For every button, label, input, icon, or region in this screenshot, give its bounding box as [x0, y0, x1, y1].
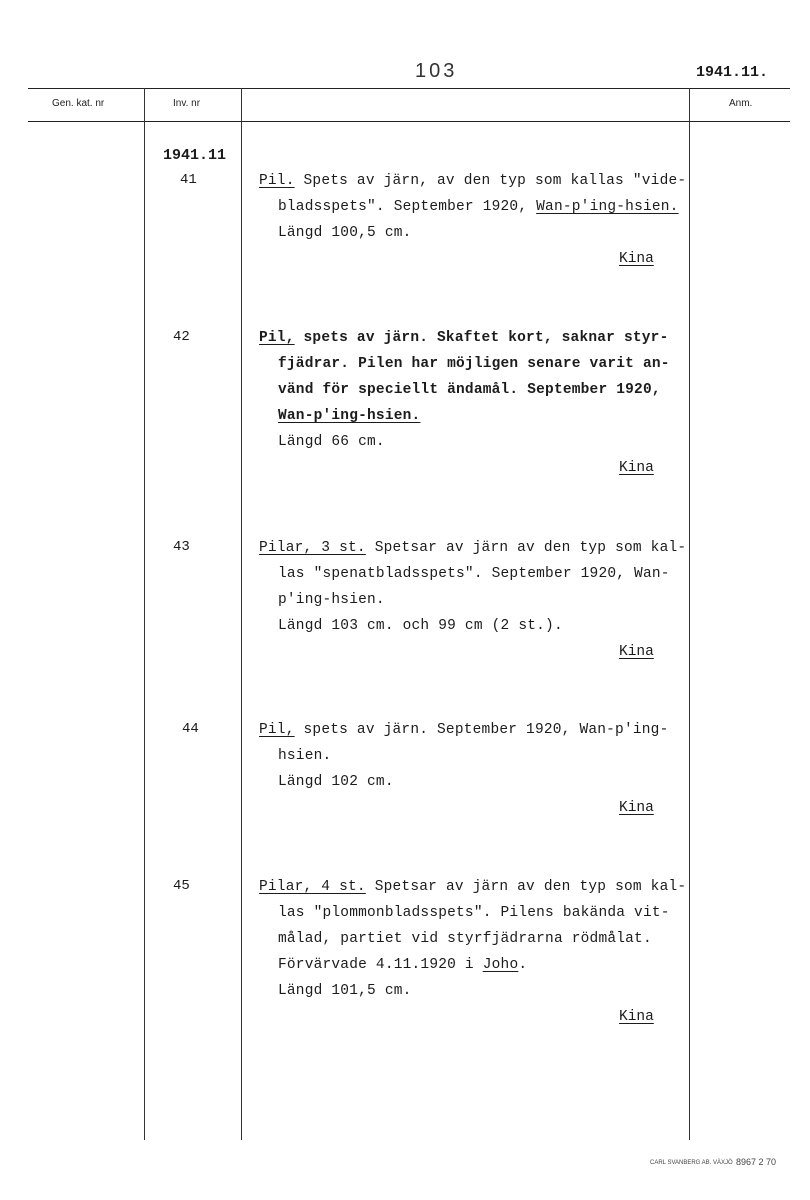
inventory-series: 1941.11	[163, 147, 227, 164]
form-code: 8967 2 70	[736, 1157, 777, 1167]
entry-line: målad, partiet vid styrfjädrarna rödmålat.	[278, 931, 652, 947]
column-header-anm: Anm.	[729, 98, 753, 109]
entry-line: Längd 101,5 cm.	[278, 983, 412, 999]
entry-line: Pilar, 4 st. Spetsar av järn av den typ som kal-	[259, 879, 687, 895]
place-label: Kina	[619, 460, 654, 476]
entry-line: hsien.	[278, 748, 332, 764]
column-header-inv-nr: Inv. nr	[173, 98, 201, 109]
place-label: Kina	[619, 800, 654, 816]
place-label: Kina	[619, 1009, 654, 1025]
entry-line: Pil, spets av järn. Skaftet kort, saknar styr-	[259, 330, 669, 346]
entry-line: Pilar, 3 st. Spetsar av järn av den typ som kal-	[259, 540, 687, 556]
entry-line: Längd 103 cm. och 99 cm (2 st.).	[278, 618, 563, 634]
entry-title: Pilar, 4 st.	[259, 879, 366, 895]
entry-line: bladsspets". September 1920, Wan-p'ing-hsien.	[278, 199, 679, 215]
entry-line: vänd för speciellt ändamål. September 1920,	[278, 382, 661, 398]
series-header: 1941.11.	[696, 64, 769, 81]
entry-line: Pil, spets av järn. September 1920, Wan-p'ing-	[259, 722, 669, 738]
locality: Wan-p'ing-hsien.	[278, 408, 421, 424]
entry-line: p'ing-hsien.	[278, 592, 385, 608]
column-header-gen-kat-nr: Gen. kat. nr	[52, 98, 105, 109]
entry-title: Pilar, 3 st.	[259, 540, 366, 556]
entry-line: fjädrar. Pilen har möjligen senare varit an-	[278, 356, 670, 372]
entry-line: las "plommonbladsspets". Pilens bakända vit-	[278, 905, 670, 921]
entry-title: Pil,	[259, 722, 295, 738]
place-label: Kina	[619, 251, 654, 267]
printer-imprint: CARL SVANBERG AB. VÄXJÖ	[650, 1160, 733, 1166]
entry-line: Längd 66 cm.	[278, 434, 385, 450]
column-divider	[241, 88, 242, 1140]
page-number: 103	[415, 60, 458, 82]
entry-title: Pil,	[259, 330, 295, 346]
inventory-number: 45	[173, 878, 190, 894]
entry-line: Längd 100,5 cm.	[278, 225, 412, 241]
column-divider	[144, 88, 145, 1140]
inventory-number: 41	[180, 172, 197, 188]
entry-line: las "spenatbladsspets". September 1920, Wan-	[278, 566, 670, 582]
inventory-number: 42	[173, 329, 190, 345]
header-bottom-rule	[28, 121, 790, 122]
entry-line: Pil. Spets av järn, av den typ som kallas "vide-	[259, 173, 687, 189]
inventory-number: 44	[182, 721, 199, 737]
table-top-rule	[28, 88, 790, 89]
entry-line: Längd 102 cm.	[278, 774, 394, 790]
locality: Wan-p'ing-hsien.	[536, 199, 679, 215]
inventory-number: 43	[173, 539, 190, 555]
entry-title: Pil.	[259, 173, 295, 189]
column-divider	[689, 88, 690, 1140]
locality: Joho	[482, 957, 519, 973]
place-label: Kina	[619, 644, 654, 660]
entry-line: Förvärvade 4.11.1920 i Joho.	[278, 957, 528, 973]
